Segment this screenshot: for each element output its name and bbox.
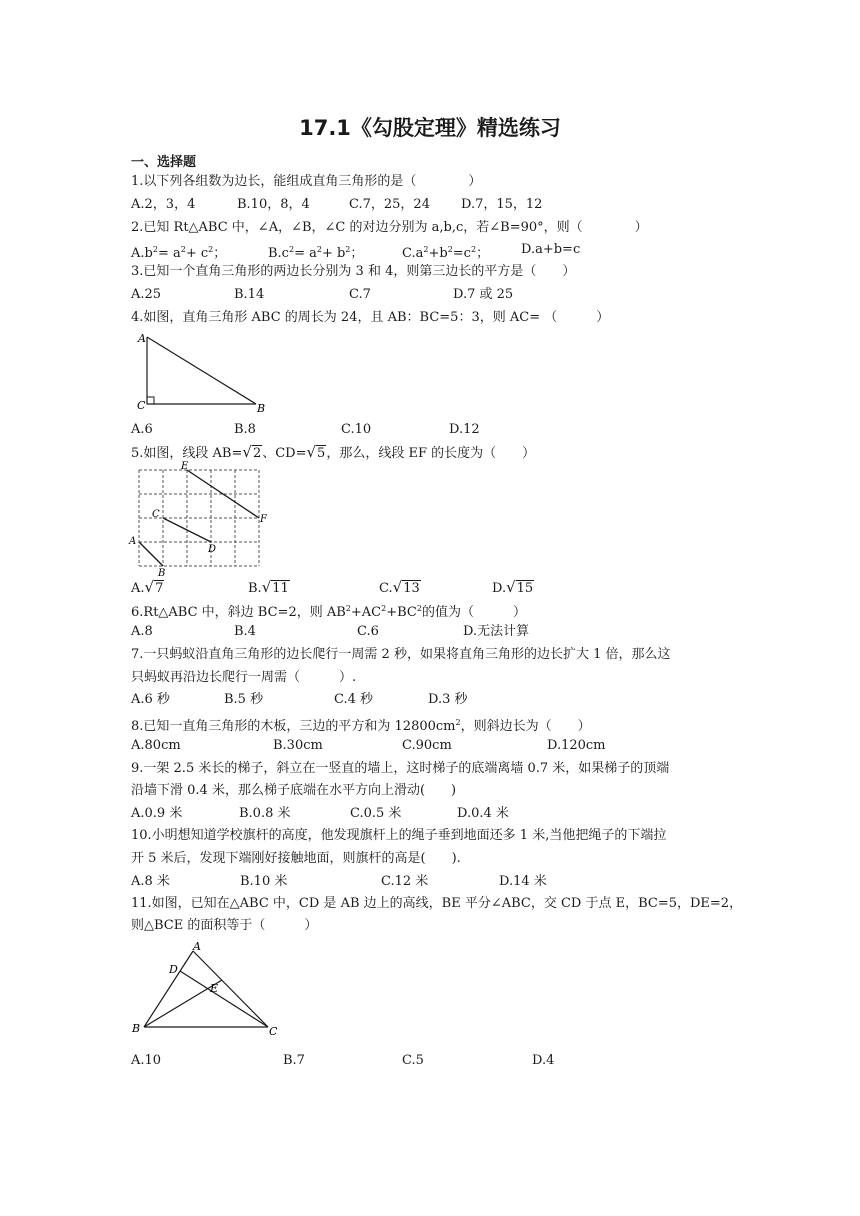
q4-option-a[interactable]: A.6 xyxy=(131,422,153,437)
q11-label-c: C xyxy=(269,1025,278,1038)
q7-option-b[interactable]: B.5 秒 xyxy=(224,692,264,707)
q4-label-a: A xyxy=(138,332,146,345)
q4-option-c[interactable]: C.10 xyxy=(341,422,372,437)
q11-label-e: E xyxy=(210,982,219,995)
q11-stem-line2: 则△BCE 的面积等于（ ） xyxy=(131,918,318,933)
q5-label-d: D xyxy=(208,544,217,555)
q10-stem-line1: 10.小明想知道学校旗杆的高度，他发现旗杆上的绳子垂到地面还多 1 米,当他把绳子的下端拉 xyxy=(131,828,667,843)
q10-option-d[interactable]: D.14 米 xyxy=(499,874,547,889)
q6-option-b[interactable]: B.4 xyxy=(234,624,256,639)
q3-option-c[interactable]: C.7 xyxy=(349,287,371,302)
q9-option-c[interactable]: C.0.5 米 xyxy=(350,806,402,821)
q7-option-c[interactable]: C.4 秒 xyxy=(334,692,374,707)
section-heading: 一、选择题 xyxy=(131,155,197,170)
q2-option-c[interactable]: $C.a^2+b^2=c^2$； xyxy=(402,245,490,261)
q7-option-a[interactable]: A.6 秒 xyxy=(131,692,170,707)
q5-label-f: F xyxy=(260,514,267,525)
q1-stem: 1.以下列各组数为边长，能组成直角三角形的是（ ） xyxy=(131,174,482,189)
q10-option-a[interactable]: A.8 米 xyxy=(131,874,170,889)
q6-option-c[interactable]: C.6 xyxy=(357,624,379,639)
q10-stem-line2: 开 5 米后，发现下端刚好接触地面，则旗杆的高是( ). xyxy=(131,851,461,866)
q8-option-b[interactable]: B.30cm xyxy=(273,738,323,753)
q6-option-a[interactable]: A.8 xyxy=(131,624,153,639)
q7-option-d[interactable]: D.3 秒 xyxy=(428,692,468,707)
q8-option-a[interactable]: A.80cm xyxy=(131,738,181,753)
q9-stem-line1: 9.一架 2.5 米长的梯子，斜立在一竖直的墙上，这时梯子的底端离墙 0.7 米，如果梯子的顶端 xyxy=(131,761,670,776)
q11-label-a: A xyxy=(193,940,201,953)
q11-altitude-cd xyxy=(180,971,268,1027)
q1-option-c[interactable]: C.7，25，24 xyxy=(349,197,430,212)
q10-option-c[interactable]: C.12 米 xyxy=(381,874,429,889)
q3-option-b[interactable]: B.14 xyxy=(234,287,265,302)
q4-stem: 4.如图，直角三角形 ABC 的周长为 24，且 AB：BC=5：3，则 AC= （ ） xyxy=(131,310,610,325)
q5-label-a: A xyxy=(129,536,137,547)
q5-option-b[interactable]: B.√11 xyxy=(248,578,289,596)
q8-option-d[interactable]: D.120cm xyxy=(547,738,606,753)
q5-label-c: C xyxy=(152,509,160,520)
q1-option-b[interactable]: B.10，8，4 xyxy=(237,197,310,212)
q5-option-d[interactable]: D.√15 xyxy=(492,578,534,596)
q11-label-d: D xyxy=(169,963,178,976)
q5-label-b: B xyxy=(158,568,166,578)
q2-stem: 2.已知 Rt△ABC 中，∠A，∠B，∠C 的对边分别为 a,b,c，若∠B=90°，则（ ） xyxy=(131,220,648,235)
q5-segment-ef xyxy=(187,470,259,518)
q4-label-c: C xyxy=(137,399,146,412)
q8-option-c[interactable]: C.90cm xyxy=(402,738,452,753)
q9-option-a[interactable]: A.0.9 米 xyxy=(131,806,183,821)
q9-option-d[interactable]: D.0.4 米 xyxy=(457,806,509,821)
q2-option-b[interactable]: $B.c^2= a^2+ b^2$； xyxy=(268,245,364,261)
q3-stem: 3.已知一个直角三角形的两边长分别为 3 和 4，则第三边长的平方是（ ） xyxy=(131,264,576,279)
q5-segment-ab xyxy=(139,542,163,566)
q3-option-d[interactable]: D.7 或 25 xyxy=(453,287,514,302)
q2-option-a[interactable]: $A.b^2= a^2+ c^2$； xyxy=(131,245,227,261)
q1-option-a[interactable]: A.2，3，4 xyxy=(131,197,196,212)
q10-option-b[interactable]: B.10 米 xyxy=(240,874,288,889)
q4-right-angle-mark xyxy=(147,397,154,404)
q4-option-b[interactable]: B.8 xyxy=(234,422,256,437)
q8-stem: 8.已知一直角三角形的木板，三边的平方和为 $12800cm^2$，则斜边长为（ ） xyxy=(131,718,591,734)
q5-grid-figure xyxy=(128,460,273,578)
q1-option-d[interactable]: D.7，15，12 xyxy=(461,197,543,212)
q4-figure xyxy=(130,328,275,418)
q11-label-b: B xyxy=(132,1022,141,1035)
q9-stem-line2: 沿墙下滑 0.4 米，那么梯子底端在水平方向上滑动( ) xyxy=(131,783,457,798)
q6-option-d[interactable]: D.无法计算 xyxy=(463,624,530,639)
q11-figure xyxy=(128,940,288,1038)
q11-option-d[interactable]: D.4 xyxy=(532,1053,555,1068)
q3-option-a[interactable]: A.25 xyxy=(131,287,162,302)
q2-option-d[interactable]: D.a+b=c xyxy=(521,242,581,257)
q4-option-d[interactable]: D.12 xyxy=(449,422,480,437)
q7-stem-line1: 7.一只蚂蚁沿直角三角形的边长爬行一周需 2 秒，如果将直角三角形的边长扩大 1 倍，那么这 xyxy=(131,647,671,662)
q4-side-ab xyxy=(147,337,256,404)
q5-option-c[interactable]: C.√13 xyxy=(379,578,420,596)
q11-side-ac xyxy=(193,951,268,1027)
q5-stem: 5.如图，线段 AB=√2、CD=√5，那么，线段 EF 的长度为（ ） xyxy=(131,443,536,461)
q9-option-b[interactable]: B.0.8 米 xyxy=(239,806,291,821)
q11-stem-line1: 11.如图，已知在△ABC 中，CD 是 AB 边上的高线，BE 平分∠ABC，交 CD 于点 E，BC=5，DE=2， xyxy=(131,896,743,911)
q5-option-a[interactable]: A.√7 xyxy=(131,578,164,596)
q7-stem-line2: 只蚂蚁再沿边长爬行一周需（ ）. xyxy=(131,670,357,685)
q11-option-b[interactable]: B.7 xyxy=(283,1053,305,1068)
q4-label-b: B xyxy=(257,402,266,415)
q11-option-a[interactable]: A.10 xyxy=(131,1053,162,1068)
q6-stem: 6.Rt△ABC 中，斜边 BC=2，则 $AB^2+AC^2+BC^2$的值为（ ） xyxy=(131,604,526,620)
q5-label-e: E xyxy=(181,461,189,472)
page-title: 17.1《勾股定理》精选练习 xyxy=(299,116,561,140)
q11-option-c[interactable]: C.5 xyxy=(402,1053,424,1068)
